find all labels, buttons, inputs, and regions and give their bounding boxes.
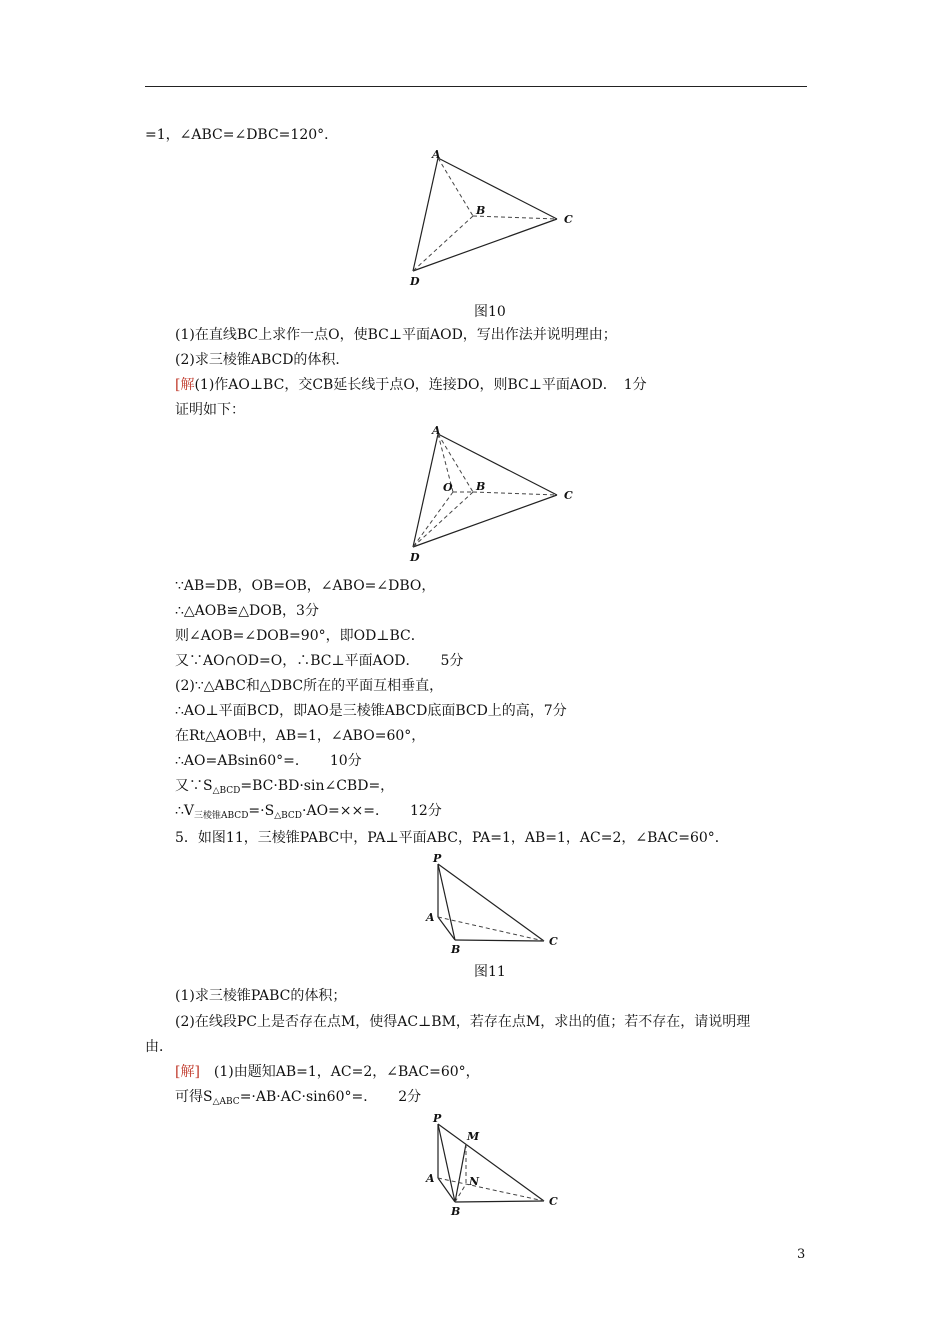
solution-4-line-8: ∴AO⊥平面BCD，即AO是三棱锥ABCD底面BCD上的高，7分 [175,703,567,719]
edge-AD [413,158,438,271]
label-N: N [469,1175,480,1188]
solution-4-line-5: 则∠AOB=∠DOB=90°，即OD⊥BC． [175,628,425,644]
label-A: A [432,148,441,161]
label-M: M [467,1130,480,1143]
solution-4-line-12: $\therefore V_{三棱锥ABCD}=\cdot S_{\triangle BCD}\cdot AO=\times\times=$． 12分 [175,803,442,821]
solution-4-line-6: 又∵AO∩OD=O，∴BC⊥平面AOD． 5分 [175,653,464,669]
edge-DC [413,219,557,271]
label-A: A [426,911,435,924]
edge-BC [455,940,544,941]
solution-tag: [解] [175,1064,200,1080]
label-B: B [476,480,486,493]
edge-PC [438,864,544,941]
edge-BD-hidden [413,216,473,271]
solution-4-line-4: ∴△AOB≌△DOB，3分 [175,603,319,619]
solution-5-figure [420,1112,570,1218]
label-A: A [432,424,441,437]
solution-5-line-2: 可得$S_{\triangle ABC}=\cdot AB\cdot AC\cdot\sin 60^\circ=$． 2分 [175,1089,422,1107]
label-C: C [564,213,573,226]
label-C: C [549,1195,558,1208]
edge-BC-hidden [473,216,557,219]
question-5-part-1: (1)求三棱锥PABC的体积； [175,988,347,1004]
question-5-part-2: (2)在线段PC上是否存在点M，使得AC⊥BM，若存在点M，求出的值；若不存在，请说明理 [175,1014,751,1030]
solution-5-line-1: [解] (1)由题知AB=1，AC=2，∠BAC=60°， [175,1064,480,1080]
label-D: D [410,551,420,564]
question-5-stem: 5．如图11，三棱锥PABC中，PA⊥平面ABC，PA=1，AB=1，AC=2，∠BAC=60°． [175,830,729,846]
solution-4-line-1: [解(1)作AO⊥BC，交CB延长线于点O，连接DO，则BC⊥平面AOD． 1分 [175,377,647,393]
solution-4-line-10: ∴AO=ABsin60°=． 10分 [175,753,362,769]
question-5-part-2-continued: 由． [145,1039,173,1055]
label-C: C [549,935,558,948]
label-D: D [410,275,420,288]
label-A: A [426,1172,435,1185]
header-rule [145,86,807,87]
figure-11-caption: 图11 [474,964,506,980]
label-P: P [433,1112,442,1125]
label-B: B [451,1205,461,1218]
solution-4-line-9: 在Rt△AOB中，AB=1，∠ABO=60°， [175,728,426,744]
solution-tag: [解 [175,377,195,393]
figure-10-tetrahedron [405,148,580,288]
solution-4-figure [405,424,580,564]
solution-4-line-11: 又$\because S_{\triangle BCD}=BC\cdot BD\cdot\sin\angle CBD=$， [175,778,395,796]
figure-10-caption: 图10 [474,304,506,320]
solution-4-line-7: (2)∵△ABC和△DBC所在的平面互相垂直， [175,678,444,694]
question-4-part-2: (2)求三棱锥ABCD的体积． [175,352,350,368]
page-number: 3 [797,1247,806,1262]
label-B: B [476,204,486,217]
solution-4-line-3: ∵AB=DB，OB=OB，∠ABO=∠DBO， [175,578,436,594]
label-O: O [443,481,453,494]
label-B: B [451,943,461,956]
label-P: P [433,852,442,865]
label-C: C [564,489,573,502]
continued-condition: =1，∠ABC=∠DBC=120°． [145,127,339,143]
solution-4-line-2: 证明如下： [175,402,245,418]
question-4-part-1: (1)在直线BC上求作一点O，使BC⊥平面AOD，写出作法并说明理由； [175,327,617,343]
figure-11-pyramid [420,852,570,956]
